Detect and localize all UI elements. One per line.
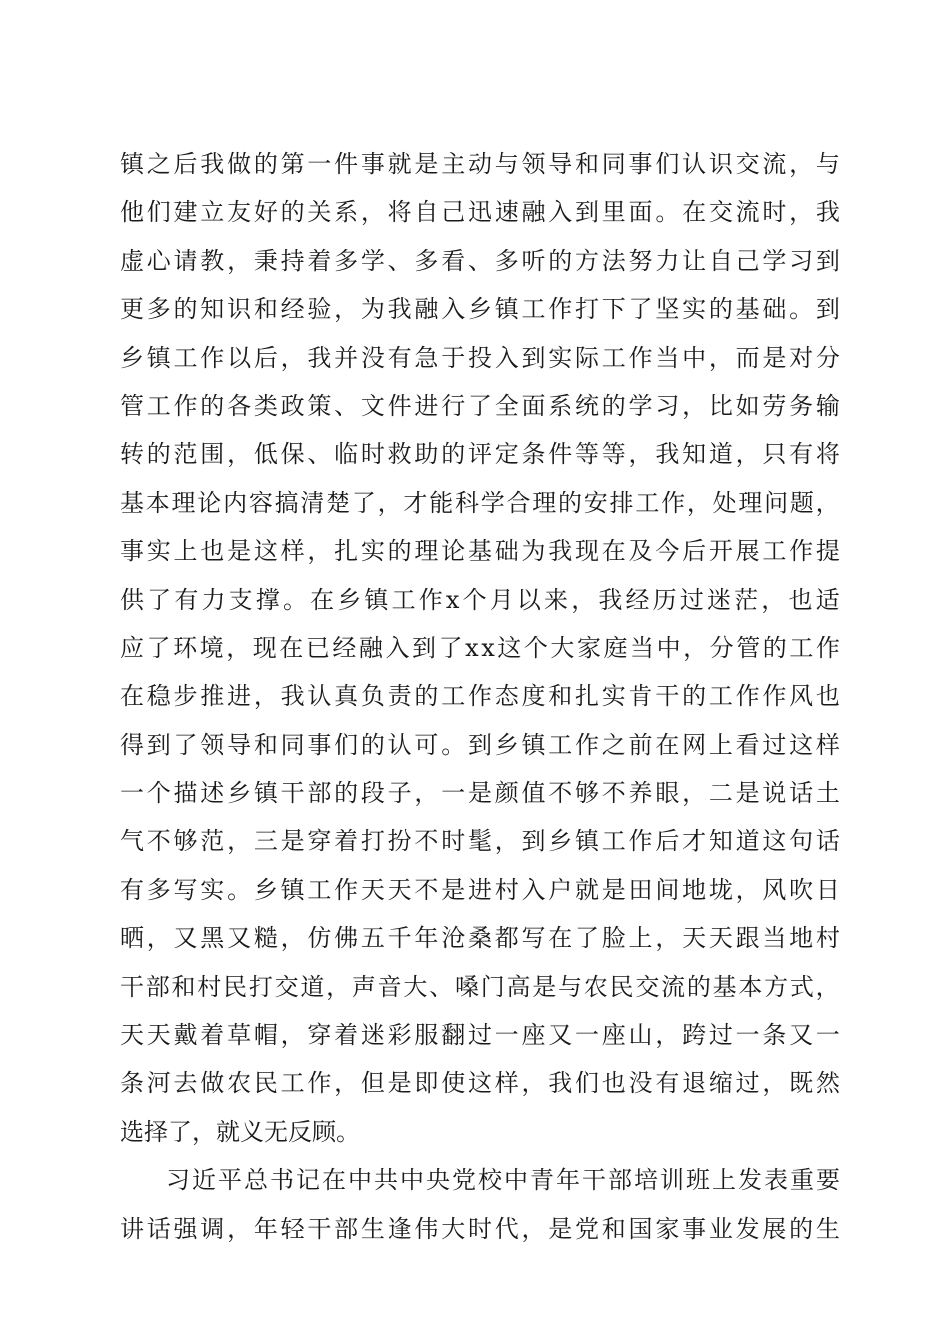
paragraph1-line: 乡 镇 工 作 以 后 ， 我 并 没 有 急 于 投 入 到 实 际 工 作 当 中 ， 而 是 对 分 <box>120 343 840 372</box>
paragraph1-line: 气 不 够 范 ， 三 是 穿 着 打 扮 不 时 髦 ， 到 乡 镇 工 作 后 才 知 道 这 句 话 <box>120 827 840 856</box>
paragraph1-line: 镇 之 后 我 做 的 第 一 件 事 就 是 主 动 与 领 导 和 同 事 们 认 识 交 流 ， 与 <box>120 150 840 178</box>
paragraph1-line: 转 的 范 围 ， 低 保 、 临 时 救 助 的 评 定 条 件 等 等 ， 我 知 道 ， 只 有 将 <box>120 440 840 469</box>
paragraph1-line: 更 多 的 知 识 和 经 验 ， 为 我 融 入 乡 镇 工 作 打 下 了 坚 实 的 基 础 。 到 <box>120 295 840 324</box>
paragraph1-line: 条 河 去 做 农 民 工 作 ， 但 是 即 使 这 样 ， 我 们 也 没 有 退 缩 过 ， 既 然 <box>120 1069 840 1098</box>
paragraph1-line: 他 们 建 立 友 好 的 关 系 ， 将 自 己 迅 速 融 入 到 里 面 。 在 交 流 时 ， 我 <box>120 198 840 227</box>
paragraph2-line: 习 近 平 总 书 记 在 中 共 中 央 党 校 中 青 年 干 部 培 训 班 上 发 表 重 要 <box>166 1166 840 1195</box>
paragraph1-last-line: 选择了，就义无反顾。 <box>120 1117 360 1146</box>
body-text <box>120 140 840 1253</box>
paragraph1-line: 事 实 上 也 是 这 样 ， 扎 实 的 理 论 基 础 为 我 现 在 及 今 后 开 展 工 作 提 <box>120 537 840 566</box>
paragraph2-line: 讲 话 强 调 ， 年 轻 干 部 生 逢 伟 大 时 代 ， 是 党 和 国 家 事 业 发 展 的 生 <box>120 1214 840 1243</box>
paragraph1-line: 基 本 理 论 内 容 搞 清 楚 了 ， 才 能 科 学 合 理 的 安 排 工 作 ， 处 理 问 题 ， <box>120 488 840 517</box>
paragraph1-line: 干 部 和 村 民 打 交 道 ， 声 音 大 、 嗓 门 高 是 与 农 民 交 流 的 基 本 方 式 ， <box>120 972 840 1001</box>
paragraph1-line: 在 稳 步 推 进 ， 我 认 真 负 责 的 工 作 态 度 和 扎 实 肯 干 的 工 作 作 风 也 <box>120 682 840 711</box>
paragraph1-line: 得 到 了 领 导 和 同 事 们 的 认 可 。 到 乡 镇 工 作 之 前 在 网 上 看 过 这 样 <box>120 730 840 759</box>
paragraph1-line: 虚 心 请 教 ， 秉 持 着 多 学 、 多 看 、 多 听 的 方 法 努 力 让 自 己 学 习 到 <box>120 246 840 275</box>
paragraph1-line: 应 了 环 境 ， 现 在 已 经 融 入 到 了 x x 这 个 大 家 庭 当 中 ， 分 管 的 工 作 <box>120 633 840 662</box>
paragraph1-line: 管 工 作 的 各 类 政 策 、 文 件 进 行 了 全 面 系 统 的 学 习 ， 比 如 劳 务 输 <box>120 391 840 420</box>
paragraph1-line: 天 天 戴 着 草 帽 ， 穿 着 迷 彩 服 翻 过 一 座 又 一 座 山 ， 跨 过 一 条 又 一 <box>120 1021 840 1050</box>
paragraph1-line: 有 多 写 实 。 乡 镇 工 作 天 天 不 是 进 村 入 户 就 是 田 间 地 垅 ， 风 吹 日 <box>120 875 840 904</box>
paragraph1-line: 供 了 有 力 支 撑 。 在 乡 镇 工 作 x 个 月 以 来 ， 我 经 历 过 迷 茫 ， 也 适 <box>120 585 840 614</box>
paragraph1-line: 一 个 描 述 乡 镇 干 部 的 段 子 ， 一 是 颜 值 不 够 不 养 眼 ， 二 是 说 话 土 <box>120 779 840 808</box>
paragraph1-line: 晒 ， 又 黑 又 糙 ， 仿 佛 五 千 年 沧 桑 都 写 在 了 脸 上 ， 天 天 跟 当 地 村 <box>120 924 840 953</box>
